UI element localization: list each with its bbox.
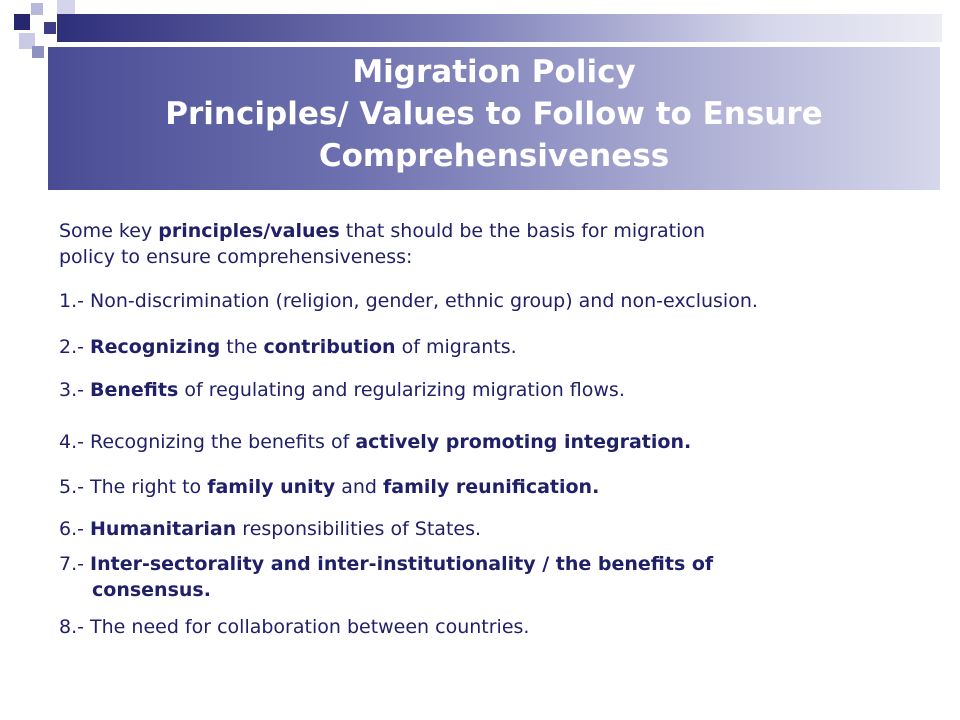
item-text: of migrants. — [395, 336, 517, 358]
item-bold: Inter-sectorality and inter-institutionality / the benefits of — [90, 553, 714, 575]
list-item — [59, 377, 625, 403]
list-item — [59, 614, 529, 640]
item-text: of regulating and regularizing migration flows. — [178, 379, 625, 401]
item-text: Non-discrimination (religion, gender, ethnic group) and non-exclusion. — [90, 290, 758, 312]
item-bold: family unity — [207, 476, 336, 498]
item-text: Recognizing the benefits of — [90, 431, 356, 453]
item-number: 1.- — [59, 290, 91, 312]
decorative-square — [44, 22, 56, 34]
intro-text: that should be the basis for migration — [339, 220, 706, 242]
decorative-square — [14, 14, 30, 30]
list-item — [59, 551, 713, 603]
item-number: 3.- — [59, 379, 91, 401]
item-bold: Benefits — [90, 379, 179, 401]
item-text: responsibilities of States. — [236, 518, 482, 540]
list-item — [59, 516, 481, 542]
top-gradient-bar — [57, 14, 942, 42]
item-text: The need for collaboration between countries. — [90, 616, 530, 638]
title-banner — [48, 47, 940, 190]
list-item — [59, 288, 758, 314]
intro-text: Some key — [59, 220, 159, 242]
intro-text: policy to ensure comprehensiveness: — [59, 246, 413, 268]
item-bold: consensus. — [92, 579, 211, 601]
item-bold: family reunification. — [383, 476, 600, 498]
item-bold: Humanitarian — [90, 518, 237, 540]
item-number: 7.- — [59, 553, 91, 575]
item-number: 8.- — [59, 616, 91, 638]
title-line-3: Comprehensiveness — [318, 138, 670, 174]
intro-paragraph — [59, 218, 879, 270]
decorative-square — [32, 46, 44, 58]
list-item — [59, 429, 691, 455]
list-item — [59, 474, 599, 500]
item-bold: actively promoting integration. — [355, 431, 692, 453]
decorative-square — [31, 3, 43, 15]
item-number: 6.- — [59, 518, 91, 540]
item-text: and — [335, 476, 383, 498]
list-item — [59, 334, 517, 360]
item-number: 4.- — [59, 431, 91, 453]
item-text: The right to — [90, 476, 208, 498]
title-line-2: Principles/ Values to Follow to Ensure — [165, 96, 823, 132]
title-line-1: Migration Policy — [352, 54, 636, 90]
item-bold: Recognizing — [90, 336, 221, 358]
item-number: 5.- — [59, 476, 91, 498]
item-bold: contribution — [263, 336, 396, 358]
item-text: the — [220, 336, 264, 358]
intro-bold: principles/values — [158, 220, 340, 242]
item-number: 2.- — [59, 336, 91, 358]
